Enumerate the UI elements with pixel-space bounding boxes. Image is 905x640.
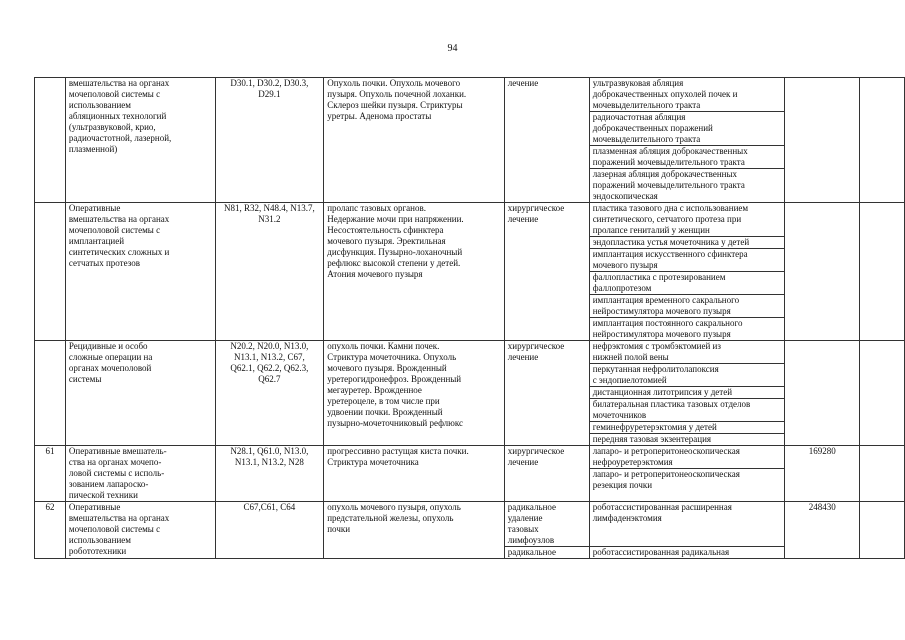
method-item: пластика тазового дна с использованием синтетического, сетчатого протеза при пролапсе гениталий у женщин [590,203,785,237]
method-item: лазерная абляция доброкачественных поражений мочевыделительного тракта эндоскопическая [592,169,745,201]
method-item: имплантация постоянного сакрального нейростимулятора мочевого пузыря [592,318,743,339]
icd-codes: C67,C61, C64 [215,502,324,559]
page-number: 94 [447,43,458,54]
price: 169280 [785,446,860,502]
empty-cell [860,502,905,559]
method-item: имплантация искусственного сфинктера мочевого пузыря [590,249,785,272]
table-body [35,78,905,559]
diagnosis: Опухоль почки. Опухоль мочевого пузыря. Опухоль почечной лоханки. Склероз шейки пузыря. Стриктуры уретры. Аденома простаты [324,78,505,203]
procedures-table [34,77,905,559]
icd-codes: N20.2, N20.0, N13.0, N13.1, N13.2, C67, Q62.1, Q62.2, Q62.3, Q62.7 [215,341,324,446]
method-item: роботассистированная расширенная лимфаденэктомия [592,502,732,523]
procedure-name: Оперативные вмешательства на органах мочеполовой системы с имплантацией синтетических сложных и сетчатых протезов [65,203,215,341]
empty-cell [860,203,905,341]
treatment-type: хирургическое лечение [504,203,589,341]
treatment-methods [589,203,785,341]
price [785,203,860,341]
procedure-name: Рецидивные и особо сложные операции на органах мочеполовой системы [65,341,215,446]
diagnosis: опухоль мочевого пузыря, опухоль предстательной железы, опухоль почки [324,502,505,559]
price [785,78,860,203]
treatment-type: хирургическое лечение [504,341,589,446]
treatment-methods [589,446,785,502]
method-item: передняя тазовая экзентерация [592,434,712,444]
treatment-methods [589,341,785,446]
treatment-type: лечение [504,78,589,203]
price [785,341,860,446]
method-item: дистанционная литотрипсия у детей [590,387,785,399]
icd-codes: N28.1, Q61.0, N13.0, N13.1, N13.2, N28 [215,446,324,502]
method-item: перкутанная нефролитолапоксия с эндопиелотомией [590,364,785,387]
row-number [35,203,66,341]
treatment-type: хирургическое лечение [504,446,589,502]
method-item: билатеральная пластика тазовых отделов мочеточников [590,399,785,422]
treatment-methods [589,502,785,547]
method-item: ультразвуковая абляция доброкачественных опухолей почек и мочевыделительного тракта [590,78,785,112]
method-item: плазменная абляция доброкачественных поражений мочевыделительного тракта [590,146,785,169]
procedure-name: Оперативные вмешатель- ства на органах мочепо- ловой системы с исполь- зованием лапароско- пической техники [65,446,215,502]
row-number [35,78,66,203]
method-item: роботассистированная радикальная [589,547,785,559]
table-row [35,78,905,203]
diagnosis: опухоль почки. Камни почек. Стриктура мочеточника. Опухоль мочевого пузыря. Врожденный уретерогидронефроз. Врожденный мегауретер. Врожденное уретероцеле, в том числе при удвоении почки. Врожденный пузырно-мочеточниковый рефлюкс [324,341,505,446]
diagnosis: пролапс тазовых органов. Недержание мочи при напряжении. Несостоятельность сфинктера мочевого пузыря. Эректильная дисфункция. Пузырно-лоханочный рефлюкс высокой степени у детей. Атония мочевого пузыря [324,203,505,341]
method-item: радиочастотная абляция доброкачественных поражений мочевыделительного тракта [590,112,785,146]
empty-cell [860,78,905,203]
method-item: нефрэктомия с тромбэктомией из нижней полой вены [590,341,785,364]
price: 248430 [785,502,860,559]
method-item: лапаро- и ретроперитонеоскопическая резекция почки [592,469,740,490]
table-row [35,502,905,547]
treatment-methods [589,78,785,203]
method-item: имплантация временного сакрального нейростимулятора мочевого пузыря [590,295,785,318]
method-item: фаллопластика с протезированием фаллопротезом [590,272,785,295]
method-item: лапаро- и ретроперитонеоскопическая нефроуретерэктомия [590,446,785,469]
icd-codes: D30.1, D30.2, D30.3, D29.1 [215,78,324,203]
treatment-type: радикальное удаление тазовых лимфоузлов [504,502,589,547]
row-number: 61 [35,446,66,502]
icd-codes: N81, R32, N48.4, N13.7, N31.2 [215,203,324,341]
empty-cell [860,446,905,502]
row-number: 62 [35,502,66,559]
diagnosis: прогрессивно растущая киста почки. Стриктура мочеточника [324,446,505,502]
empty-cell [860,341,905,446]
procedure-name: вмешательства на органах мочеполовой системы с использованием абляционных технологий (ультразвуковой, крио, радиочастотной, лазерной, плазменной) [65,78,215,203]
procedure-name: Оперативные вмешательства на органах мочеполовой системы с использованием робототехники [65,502,215,559]
method-item: эндопластика устья мочеточника у детей [590,237,785,249]
table-row [35,446,905,502]
row-number [35,341,66,446]
table-row [35,341,905,446]
treatment-type: радикальное [504,547,589,559]
table-row [35,203,905,341]
method-item: геминефруретерэктомия у детей [590,422,785,434]
